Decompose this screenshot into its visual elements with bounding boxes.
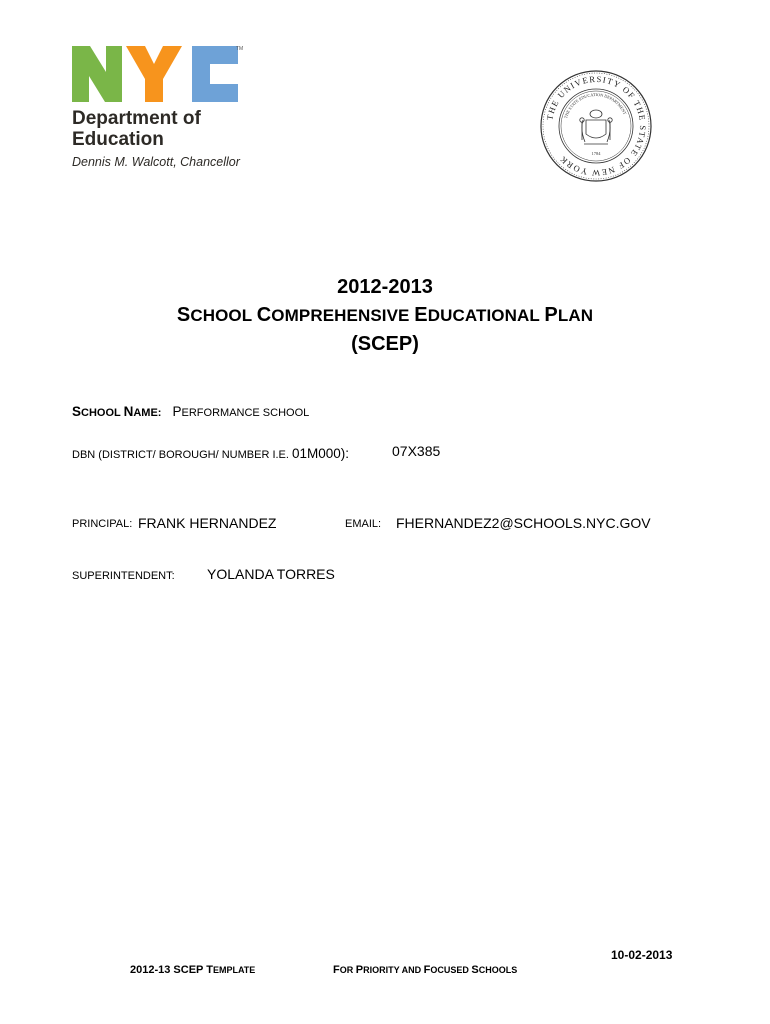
department-line-1: Department of <box>72 108 201 129</box>
department-name <box>72 108 201 150</box>
seal-inner-text: THE STATE EDUCATION DEPARTMENT <box>563 91 628 119</box>
logo-letter-n <box>72 46 122 102</box>
plan-year: 2012-2013 <box>337 276 433 298</box>
school-name-label: SCHOOL NAME: <box>72 404 162 419</box>
email-value: FHERNANDEZ2@SCHOOLS.NYC.GOV <box>396 515 651 531</box>
superintendent-label: SUPERINTENDENT: <box>72 570 175 582</box>
chancellor-line: Dennis M. Walcott, Chancellor <box>72 155 240 169</box>
principal-label: PRINCIPAL: <box>72 518 133 530</box>
dbn-label: DBN (DISTRICT/ BOROUGH/ NUMBER I.E. 01M000): <box>72 446 350 461</box>
logo-letter-c <box>192 46 238 102</box>
seal-year: 1784 <box>591 151 601 156</box>
footer-date: 10-02-2013 <box>611 948 673 962</box>
logo-trademark: TM <box>236 46 244 52</box>
email-label: EMAIL: <box>345 518 382 530</box>
school-name-row <box>72 404 309 419</box>
seal-outer-text: THE UNIVERSITY OF THE STATE OF NEW YORK <box>544 73 649 179</box>
footer-template: 2012-13 SCEP TEMPLATE <box>130 964 256 976</box>
school-name-value: PERFORMANCE SCHOOL <box>172 404 310 419</box>
principal-value: FRANK HERNANDEZ <box>138 515 277 531</box>
nyc-doe-logo <box>72 44 244 104</box>
dbn-value: 07X385 <box>392 443 441 459</box>
plan-title: SCHOOL COMPREHENSIVE EDUCATIONAL PLAN <box>176 304 594 326</box>
superintendent-value: YOLANDA TORRES <box>207 566 335 582</box>
new-york-state-seal <box>540 70 652 182</box>
logo-letter-y <box>126 46 182 102</box>
department-line-2: Education <box>72 129 164 150</box>
plan-abbreviation: (SCEP) <box>351 333 419 355</box>
footer-schools: FOR PRIORITY AND FOCUSED SCHOOLS <box>333 964 518 976</box>
seal-emblem <box>580 110 612 144</box>
svg-text:THE UNIVERSITY OF THE STATE OF <box>544 74 648 178</box>
